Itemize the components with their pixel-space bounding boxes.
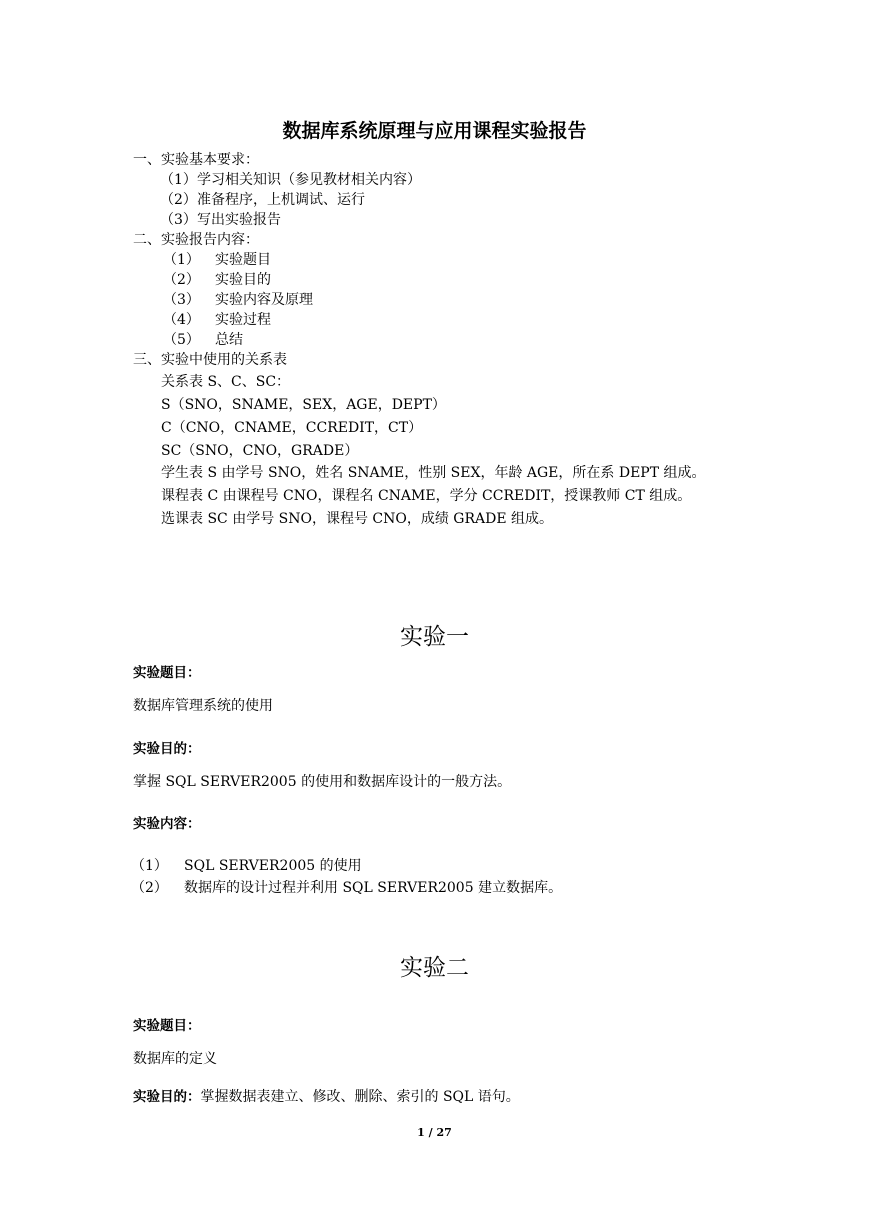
section2-item xyxy=(163,250,271,270)
exp2-purpose: 掌握数据表建立、修改、删除、索引的 SQL 语句。 xyxy=(200,1089,520,1105)
item-text: 实验内容及原理 xyxy=(215,292,313,308)
exp1-topic: 数据库管理系统的使用 xyxy=(133,698,273,714)
section1-item xyxy=(160,210,281,230)
page-number: 1 / 27 xyxy=(417,1126,452,1139)
section2-item xyxy=(163,330,243,350)
section3-line: C（CNO，CNAME，CCREDIT，CT） xyxy=(161,420,423,436)
section3-line: 关系表 S、C、SC： xyxy=(161,374,291,390)
section3-line: 选课表 SC 由学号 SNO，课程号 CNO，成绩 GRADE 组成。 xyxy=(161,511,554,527)
section2-item xyxy=(163,290,313,310)
item-text: 实验过程 xyxy=(215,312,271,328)
item-number: （1） xyxy=(131,858,168,874)
item-number: （2） xyxy=(131,880,168,896)
exp1-purpose-label: 实验目的： xyxy=(133,741,201,757)
exp2-topic: 数据库的定义 xyxy=(133,1051,217,1067)
item-text: 总结 xyxy=(215,332,243,348)
exp2-purpose-line xyxy=(133,1087,520,1107)
item-text: 实验目的 xyxy=(215,272,271,288)
exp1-content-item xyxy=(131,878,562,898)
exp1-topic-label: 实验题目： xyxy=(133,665,201,681)
item-number: （5） xyxy=(163,332,200,348)
item-text: 数据库的设计过程并利用 SQL SERVER2005 建立数据库。 xyxy=(184,880,563,896)
section3-line: 课程表 C 由课程号 CNO，课程名 CNAME，学分 CCREDIT，授课教师 CT 组成。 xyxy=(161,488,692,504)
item-number: （3） xyxy=(163,292,200,308)
section2-item xyxy=(163,310,271,330)
section1-item xyxy=(160,170,421,190)
section1-heading: 一、实验基本要求： xyxy=(133,152,259,168)
item-text: 写出实验报告 xyxy=(197,212,281,228)
item-number: （2） xyxy=(163,272,200,288)
section3-line: 学生表 S 由学号 SNO，姓名 SNAME，性别 SEX，年龄 AGE，所在系 DEPT 组成。 xyxy=(161,465,706,481)
item-text: SQL SERVER2005 的使用 xyxy=(184,858,362,874)
exp2-topic-label: 实验题目： xyxy=(133,1018,201,1034)
section2-heading: 二、实验报告内容： xyxy=(133,232,259,248)
exp1-title: 实验一 xyxy=(400,624,469,650)
document-title: 数据库系统原理与应用课程实验报告 xyxy=(282,120,587,142)
item-number: （4） xyxy=(163,312,200,328)
exp1-purpose: 掌握 SQL SERVER2005 的使用和数据库设计的一般方法。 xyxy=(133,774,512,790)
exp1-content-label: 实验内容： xyxy=(133,816,201,832)
item-text: 学习相关知识（参见教材相关内容） xyxy=(197,172,421,188)
item-number: （1） xyxy=(160,172,197,188)
exp2-purpose-label: 实验目的： xyxy=(133,1089,201,1105)
section2-item xyxy=(163,270,271,290)
item-number: （1） xyxy=(163,252,200,268)
item-number: （2） xyxy=(160,192,197,208)
section3-heading: 三、实验中使用的关系表 xyxy=(133,352,287,368)
exp1-content-item xyxy=(131,856,362,876)
item-text: 准备程序，上机调试、运行 xyxy=(197,192,365,208)
item-text: 实验题目 xyxy=(215,252,271,268)
exp2-title: 实验二 xyxy=(400,955,469,981)
item-number: （3） xyxy=(160,212,197,228)
section1-item xyxy=(160,190,365,210)
section3-line: SC（SNO，CNO，GRADE） xyxy=(161,443,359,459)
section3-line: S（SNO，SNAME，SEX，AGE，DEPT） xyxy=(161,397,446,413)
